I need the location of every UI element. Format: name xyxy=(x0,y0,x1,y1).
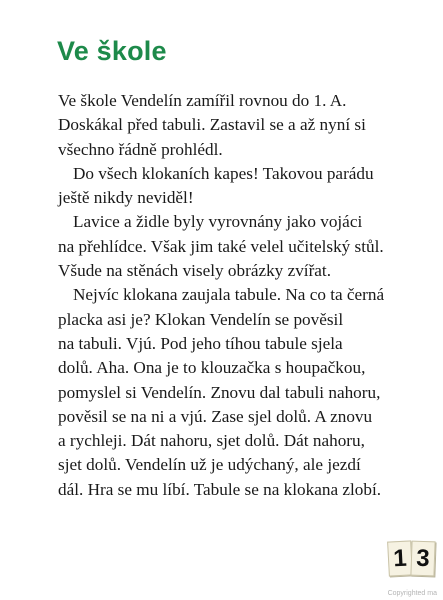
story-line: ještě nikdy neviděl! xyxy=(58,188,194,208)
story-line: na tabuli. Vjú. Pod jeho tíhou tabule sjela xyxy=(58,333,343,353)
story-text xyxy=(58,89,420,502)
page-title: Ve škole xyxy=(57,36,167,66)
story-line: Všude na stěnách visely obrázky zvířat. xyxy=(58,261,331,281)
story-line: Ve škole Vendelín zamířil rovnou do 1. A. xyxy=(58,91,347,110)
story-line: Doskákal před tabuli. Zastavil se a až nyní si xyxy=(58,115,366,135)
story-line: sjet dolů. Vendelín už je udýchaný, ale jezdí xyxy=(58,455,361,475)
copyright-watermark: Copyrighted ma xyxy=(387,590,437,597)
story-line: všechno řádně prohlédl. xyxy=(58,139,223,159)
story-line: a rychleji. Dát nahoru, sjet dolů. Dát nahoru, xyxy=(58,431,365,451)
story-line: Lavice a židle byly vyrovnány jako vojáci xyxy=(73,212,363,232)
story-line: dolů. Aha. Ona je to klouzačka s houpačkou, xyxy=(58,358,366,378)
page-number-digit: 3 xyxy=(410,541,435,577)
story-line: placka asi je? Klokan Vendelín se pověsil xyxy=(58,309,344,329)
story-line: pomyslel si Vendelín. Znovu dal tabuli nahoru, xyxy=(58,382,381,402)
story-line: pověsil se na ni a vjú. Zase sjel dolů. A znovu xyxy=(58,406,373,426)
page-number-digit: 1 xyxy=(387,540,413,576)
story-line: na přehlídce. Však jim také velel učitelský stůl. xyxy=(58,236,384,256)
story-line: dál. Hra se mu líbí. Tabule se na klokana zlobí. xyxy=(58,479,382,499)
page-number xyxy=(388,541,435,576)
story-line: Nejvíc klokana zaujala tabule. Na co ta černá xyxy=(73,285,385,305)
story-line: Do všech klokaních kapes! Takovou parádu xyxy=(73,163,374,183)
